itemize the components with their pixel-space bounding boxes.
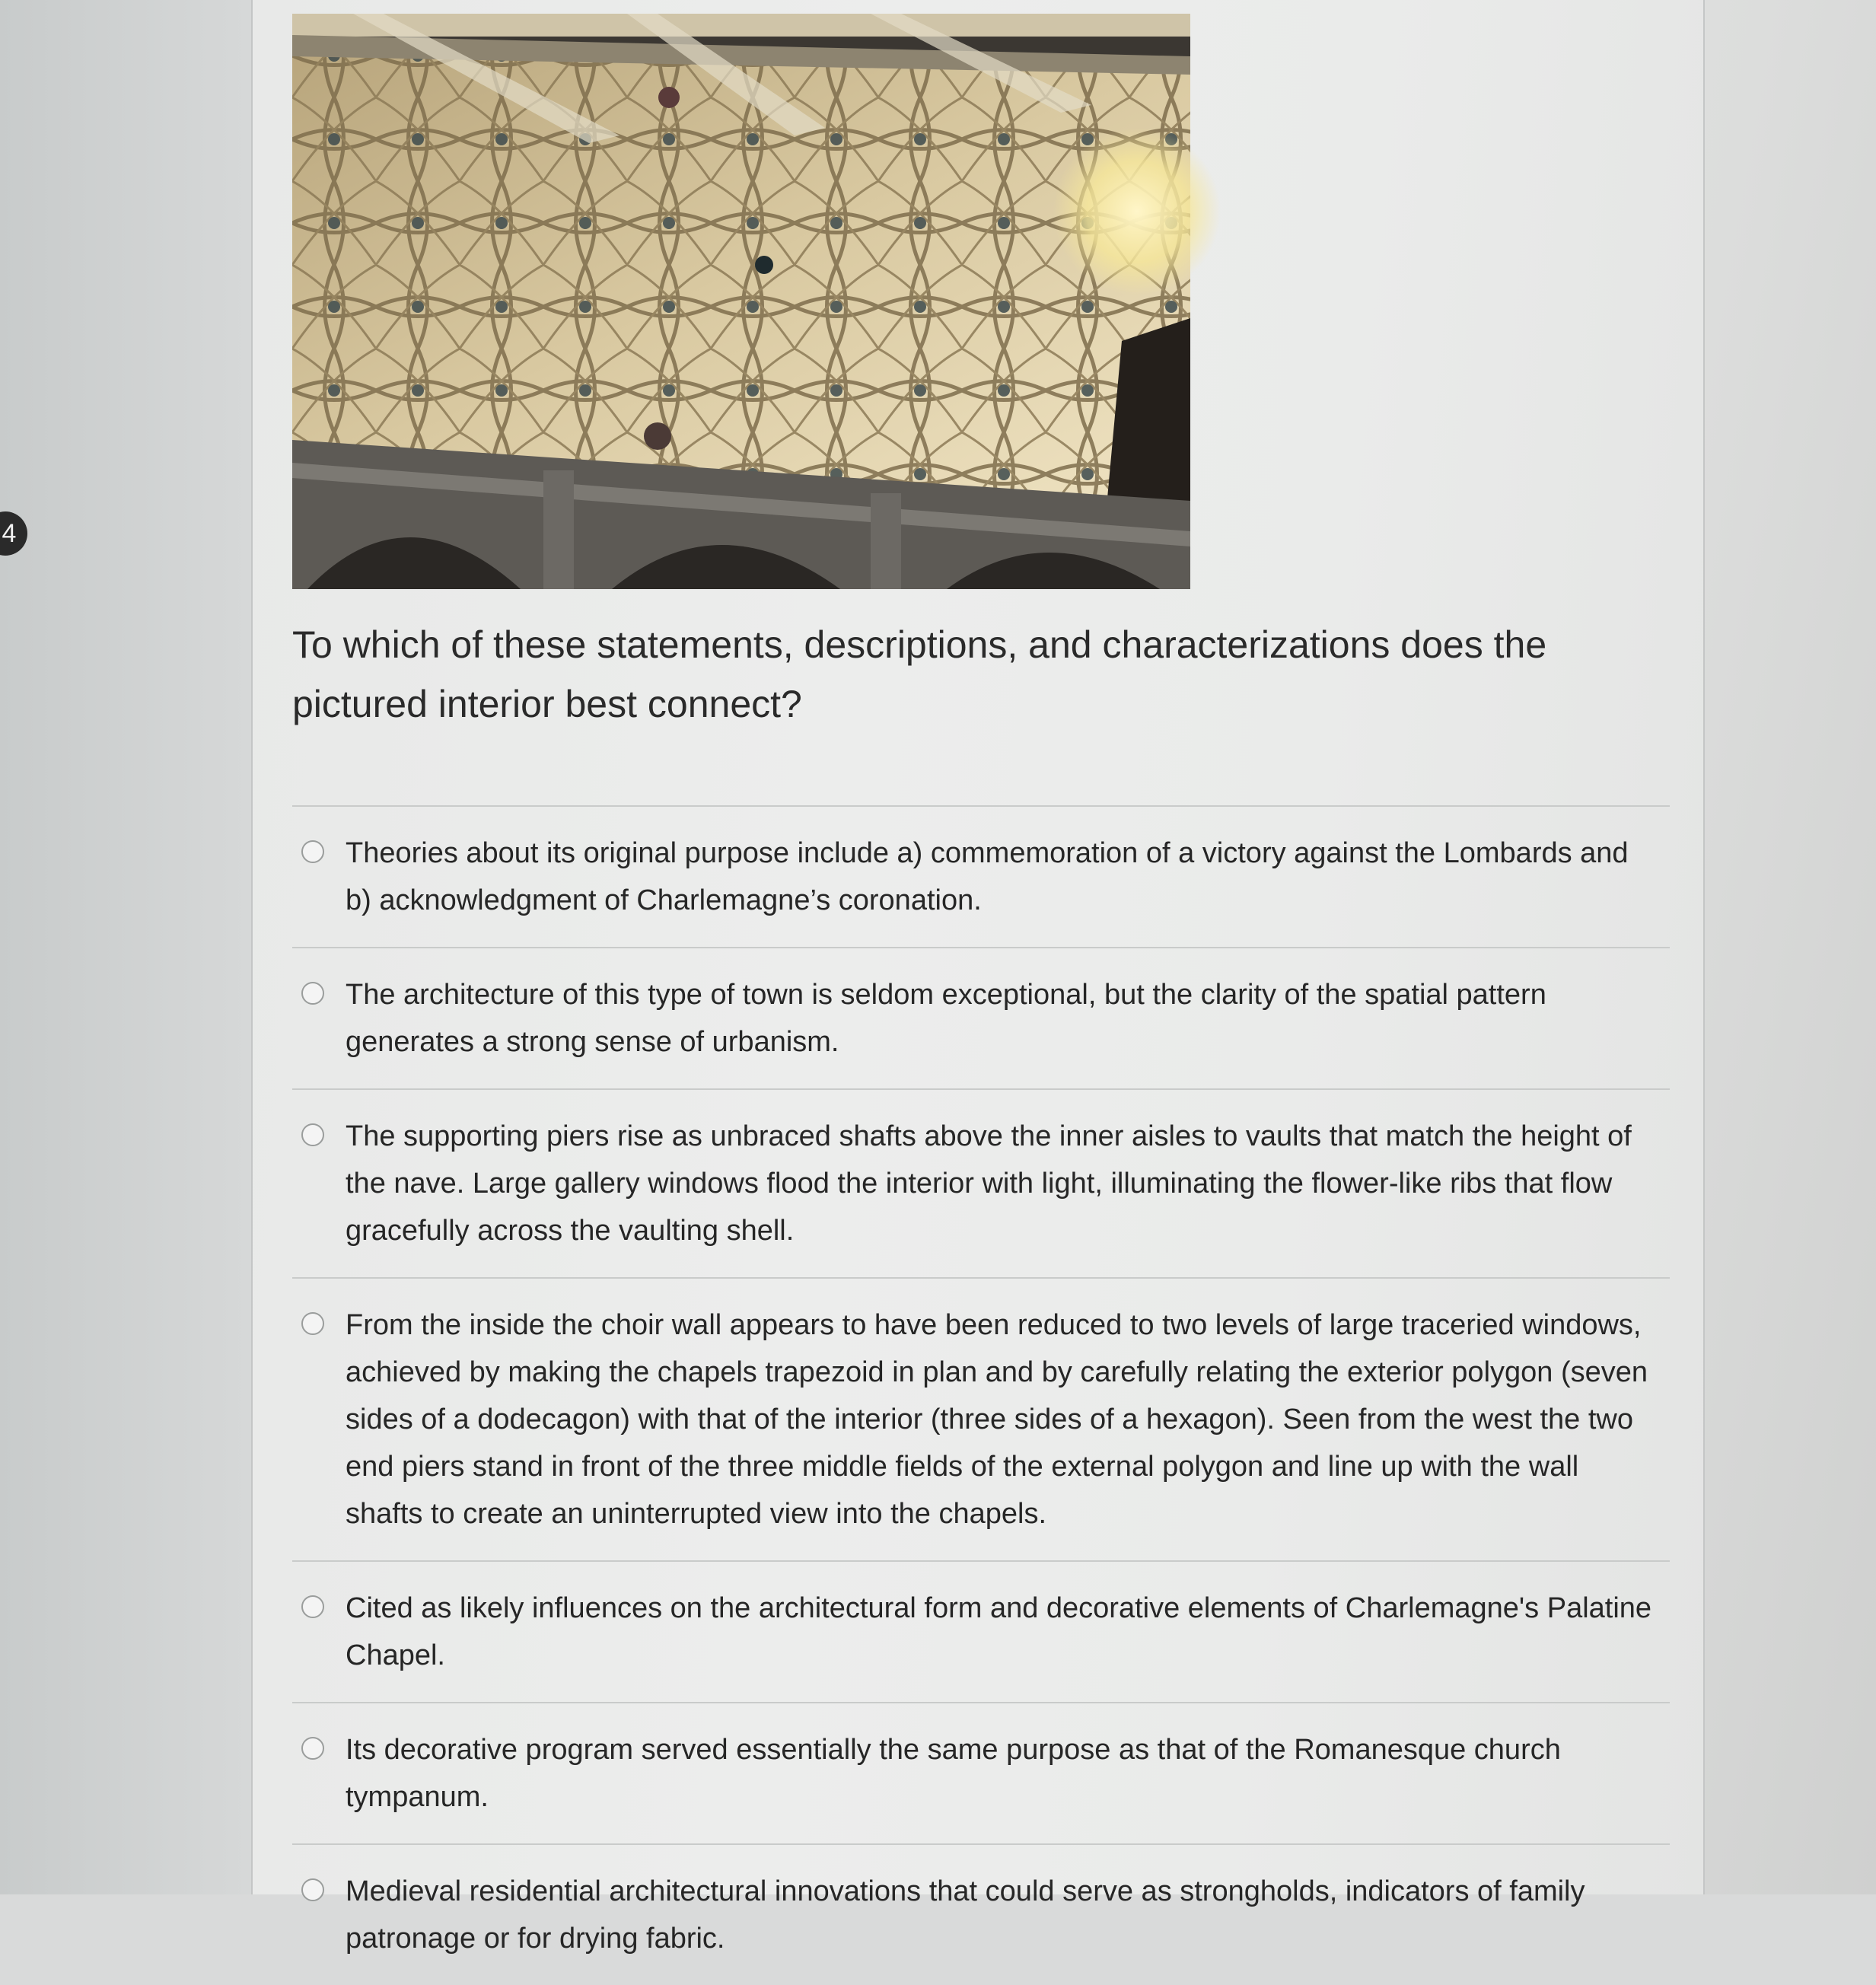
answer-text-7: Medieval residential architectural innovations that could serve as strongholds, indicators of family patronage or for drying fabric. [346, 1875, 1585, 1955]
answer-option-7[interactable] [292, 1843, 1670, 1985]
radio-button-2[interactable] [301, 982, 324, 1005]
left-gutter [0, 0, 251, 1894]
answer-list [292, 805, 1670, 1985]
answer-text-3: The supporting piers rise as unbraced shafts above the inner aisles to vaults that match the height of the nave. Large gallery windows flood the interior with light, illuminating the flower-like ribs that flow gracefully across the vaulting shell. [346, 1120, 1632, 1247]
question-prompt: To which of these statements, descriptions, and characterizations does the pictured interior best connect? [292, 623, 1547, 725]
vault-ceiling-photo [292, 14, 1190, 589]
answer-option-3[interactable] [292, 1088, 1670, 1277]
radio-button-7[interactable] [301, 1878, 324, 1901]
answer-option-6[interactable] [292, 1702, 1670, 1843]
radio-button-3[interactable] [301, 1123, 324, 1146]
question-image [292, 14, 1190, 589]
radio-button-5[interactable] [301, 1595, 324, 1618]
answer-text-6: Its decorative program served essentially the same purpose as that of the Romanesque church tympanum. [346, 1734, 1561, 1813]
answer-text-1: Theories about its original purpose include a) commemoration of a victory against the Lombards and b) acknowledgment of Charlemagne’s coronation. [346, 837, 1629, 916]
question-card [251, 0, 1705, 1955]
answer-option-5[interactable] [292, 1560, 1670, 1702]
answer-option-1[interactable] [292, 805, 1670, 947]
question-number-badge: 4 [0, 511, 27, 556]
answer-text-4: From the inside the choir wall appears to have been reduced to two levels of large traceried windows, achieved by making the chapels trapezoid in plan and by carefully relating the exterior polygon (seven sides of a dodecagon) with that of the interior (three sides of a hexagon). Seen from the west the two end piers stand in front of the three middle fields of the external polygon and line up with the wall shafts to create an uninterrupted view into the chapels. [346, 1309, 1648, 1530]
radio-button-4[interactable] [301, 1312, 324, 1335]
answer-option-4[interactable] [292, 1277, 1670, 1560]
answer-text-5: Cited as likely influences on the architectural form and decorative elements of Charlemagne's Palatine Chapel. [346, 1592, 1652, 1671]
radio-button-6[interactable] [301, 1737, 324, 1760]
answer-text-2: The architecture of this type of town is seldom exceptional, but the clarity of the spatial pattern generates a strong sense of urbanism. [346, 979, 1546, 1058]
answer-option-2[interactable] [292, 947, 1670, 1088]
radio-button-1[interactable] [301, 840, 324, 863]
